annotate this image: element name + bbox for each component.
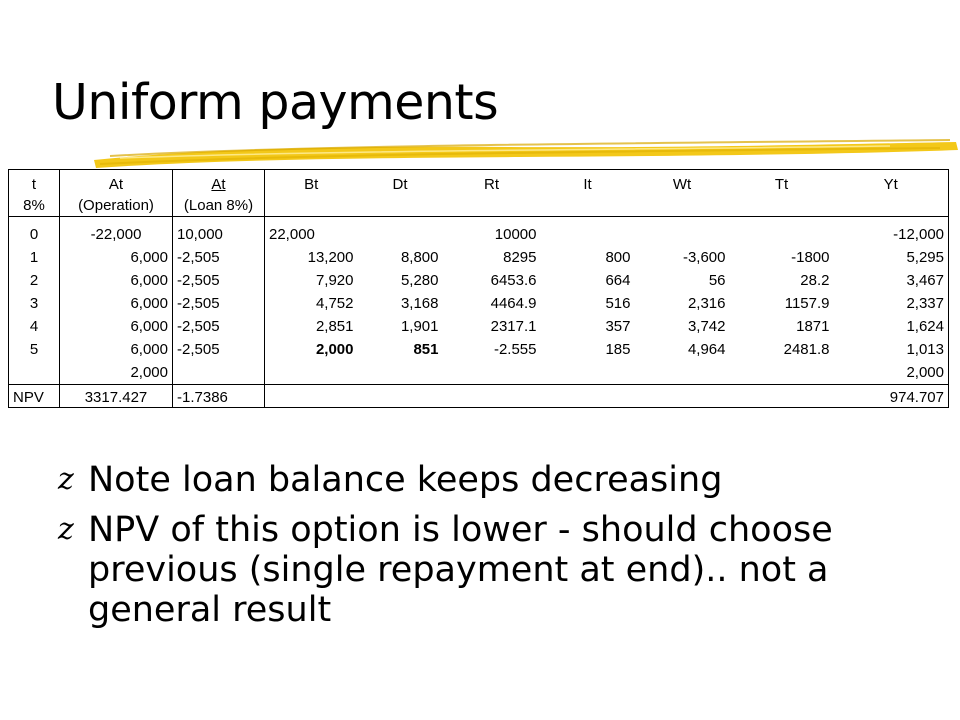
table-cell: 56 — [708, 272, 726, 289]
npv-cell — [635, 385, 730, 408]
table-cell: 1,624 — [906, 318, 944, 335]
subheader-cell — [834, 194, 949, 217]
table-cell: 2317.1 — [490, 318, 537, 335]
header-row — [9, 170, 949, 195]
table-cell: 2 — [9, 269, 60, 292]
table-cell: 1,901 — [400, 318, 439, 335]
table-cell: 2481.8 — [783, 341, 830, 358]
table-cell: -2,505 — [173, 338, 265, 361]
table-cell: 357 — [605, 318, 631, 335]
header-cell — [173, 170, 265, 195]
npv-cell: 3317.427 — [60, 385, 173, 408]
header-cell: Rt — [484, 175, 499, 193]
table-cell: -22,000 — [60, 217, 173, 247]
table-cell: 22,000 — [269, 226, 315, 243]
table-cell: -2,505 — [173, 246, 265, 269]
table-cell — [9, 361, 60, 385]
bullet-item — [58, 460, 938, 500]
header-cell-text: At — [211, 175, 226, 193]
table-cell: 13,200 — [307, 249, 354, 266]
npv-row — [9, 385, 949, 408]
subheader-cell — [730, 194, 834, 217]
subheader-cell — [265, 194, 358, 217]
subheader-cell — [635, 194, 730, 217]
slide-title: Uniform payments — [52, 74, 499, 131]
table-cell: 7,920 — [315, 272, 354, 289]
table-cell: 3,742 — [687, 318, 726, 335]
table-cell: 4464.9 — [490, 295, 537, 312]
table-cell: 6,000 — [60, 338, 173, 361]
table-cell: -2,505 — [173, 315, 265, 338]
table-row — [9, 315, 949, 338]
table-cell: 2,316 — [687, 295, 726, 312]
table-cell — [730, 361, 834, 385]
table-cell: 4 — [9, 315, 60, 338]
table-cell: 2,000 — [906, 364, 944, 381]
table-cell: 2,000 — [315, 341, 354, 358]
table-cell: 516 — [605, 295, 631, 312]
table-cell: 10,000 — [173, 217, 265, 247]
table-cell: 10000 — [494, 226, 537, 243]
table-row — [9, 338, 949, 361]
table-cell: 2,000 — [60, 361, 173, 385]
subheader-cell: (Operation) — [60, 194, 173, 217]
npv-cell: 974.707 — [834, 385, 949, 408]
table-cell: 5,295 — [906, 249, 944, 266]
table-cell: 6,000 — [60, 315, 173, 338]
header-cell: t — [9, 170, 60, 195]
table-cell: 3 — [9, 292, 60, 315]
table-cell: -2,505 — [173, 292, 265, 315]
table-cell: 2,337 — [906, 295, 944, 312]
table-cell: 1,013 — [906, 341, 944, 358]
table-row — [9, 246, 949, 269]
table-cell: 6,000 — [60, 246, 173, 269]
subheader-cell — [358, 194, 443, 217]
header-cell: It — [583, 175, 592, 193]
table-cell: 6453.6 — [490, 272, 537, 289]
table-cell: 28.2 — [800, 272, 830, 289]
table-cell: 8,800 — [400, 249, 439, 266]
table-cell: 6,000 — [60, 292, 173, 315]
table-cell — [173, 361, 265, 385]
header-cell: Wt — [672, 175, 692, 193]
table-cell: -12,000 — [893, 226, 944, 243]
bullet-list — [58, 460, 938, 640]
subheader-row — [9, 194, 949, 217]
table-row — [9, 217, 949, 247]
table-cell: 1 — [9, 246, 60, 269]
table-cell — [265, 361, 358, 385]
table-row — [9, 292, 949, 315]
table-cell: 0 — [9, 217, 60, 247]
npv-cell — [443, 385, 541, 408]
table-cell: 5 — [9, 338, 60, 361]
npv-cell: -1.7386 — [173, 385, 265, 408]
cash-flow-table — [8, 169, 949, 408]
z-bullet-icon: z — [58, 512, 74, 547]
z-bullet-icon: z — [58, 462, 74, 497]
table-cell — [358, 361, 443, 385]
header-cell: At — [60, 170, 173, 195]
table-row — [9, 361, 949, 385]
subheader-cell — [541, 194, 635, 217]
header-cell: Yt — [883, 175, 898, 193]
header-cell: Bt — [304, 175, 319, 193]
table-cell — [635, 217, 730, 247]
header-cell: Dt — [392, 175, 408, 193]
table-cell: 6,000 — [60, 269, 173, 292]
table-cell — [541, 217, 635, 247]
header-cell: Tt — [774, 175, 789, 193]
subheader-cell: 8% — [9, 194, 60, 217]
table-cell: -3,600 — [682, 249, 726, 266]
table-cell: 4,964 — [687, 341, 726, 358]
table-cell: -1800 — [791, 249, 830, 266]
table-cell: 3,467 — [906, 272, 944, 289]
npv-cell — [265, 385, 358, 408]
subheader-cell — [443, 194, 541, 217]
table-cell — [541, 361, 635, 385]
table-row — [9, 269, 949, 292]
npv-cell — [730, 385, 834, 408]
table-cell: 800 — [605, 249, 631, 266]
table-cell: 5,280 — [400, 272, 439, 289]
table-cell: 4,752 — [315, 295, 354, 312]
subheader-cell: (Loan 8%) — [173, 194, 265, 217]
bullet-text: Note loan balance keeps decreasing — [88, 460, 723, 500]
table-cell: 185 — [605, 341, 631, 358]
bullet-item — [58, 510, 938, 630]
table-cell: 3,168 — [400, 295, 439, 312]
table-cell: 8295 — [503, 249, 537, 266]
table-cell — [635, 361, 730, 385]
table-cell: 1871 — [796, 318, 830, 335]
npv-label: NPV — [9, 385, 60, 408]
npv-cell — [358, 385, 443, 408]
npv-cell — [541, 385, 635, 408]
table-cell: -2,505 — [173, 269, 265, 292]
table-cell — [730, 217, 834, 247]
bullet-text: NPV of this option is lower - should choose previous (single repayment at end).. not a general result — [88, 510, 833, 630]
table-cell: 664 — [605, 272, 631, 289]
table-cell: 851 — [413, 341, 439, 358]
table-cell: -2.555 — [493, 341, 537, 358]
table-cell: 1157.9 — [784, 295, 830, 312]
title-underline-brush — [90, 138, 960, 172]
table-cell — [443, 361, 541, 385]
table-cell: 2,851 — [315, 318, 354, 335]
table-cell — [358, 217, 443, 247]
